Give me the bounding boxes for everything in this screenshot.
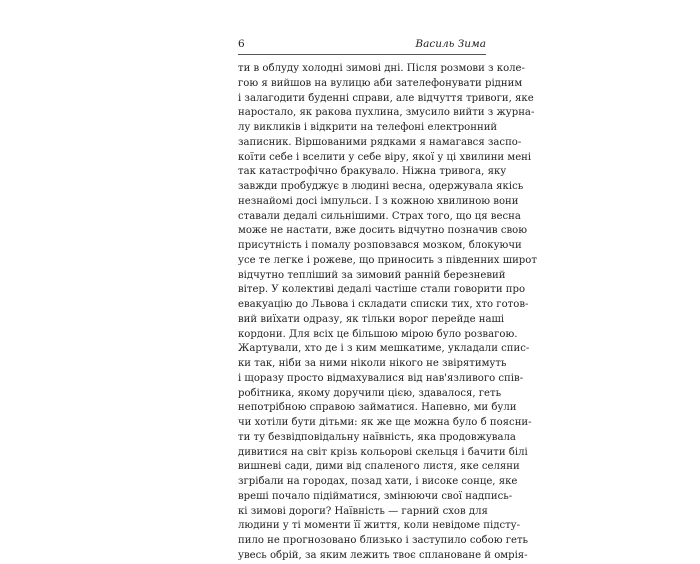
text-line: ти ту безвідповідальну наївність, яка продовжувала xyxy=(238,431,516,443)
text-line: усе те легке і рожеве, що приносить з південних широт xyxy=(238,254,537,266)
running-title-author: Василь Зима xyxy=(415,38,486,50)
text-line: пило не прогнозовано близько і заступило собою геть xyxy=(238,535,529,546)
text-line: непотрібною справою займатися. Напевно, ми були xyxy=(238,402,517,414)
text-line: лу викликів і відкрити на телефоні електронний xyxy=(238,122,498,133)
text-line: вітер. У колективі дедалі частіше стали говорити про xyxy=(238,284,526,296)
text-line: вишневі сади, дими від спаленого листя, яке селяни xyxy=(238,461,520,473)
text-line: наростало, як ракова пухлина, змусило вийти з журна- xyxy=(238,107,535,119)
text-line: незнайомі досі імпульси. І з кожною хвилиною вони xyxy=(238,195,519,207)
text-line: і залагодити буденні справи, але відчуття тривоги, яке xyxy=(238,92,534,104)
header-rule xyxy=(238,54,486,55)
page-number: 6 xyxy=(238,38,245,50)
text-line: увесь обрій, за яким лежить твоє сплановане й омрія- xyxy=(238,549,528,561)
text-line: кордони. Для всіх це більшою мірою було розвагою. xyxy=(238,328,518,340)
text-line: і щоразу просто відмахувалися від нав'язливого спів- xyxy=(238,372,524,384)
text-line: присутність і помалу розповзався мозком, блокуючи xyxy=(238,240,522,251)
body-paragraph xyxy=(238,62,537,564)
page-header xyxy=(238,38,486,54)
text-line: коїти себе і вселити у себе віру, якої у ці хвилини мені xyxy=(238,151,532,163)
text-line: кі зимові дороги? Наївність — гарний схов для xyxy=(238,505,488,517)
text-line: чи хотіли бути дітьми: як же ще можна було б поясни- xyxy=(238,417,532,428)
text-line: ки так, ніби за ними ніколи нікого не звірятимуть xyxy=(238,358,507,369)
text-line: згрібали на городах, позад хати, і високе сонце, яке xyxy=(238,476,518,487)
text-line: вреші почало підійматися, змінюючи свої надпись- xyxy=(238,490,513,502)
text-line: може не настати, вже досить відчутно позначив свою xyxy=(238,225,528,237)
text-line: завжди пробуджує в людині весна, одержувала якісь xyxy=(238,181,524,192)
text-line: так катастрофічно бракувало. Ніжна тривога, яку xyxy=(238,166,507,178)
text-line: людини у ті моменти її життя, коли невідоме підсту- xyxy=(238,520,521,532)
text-line: гою я вийшов на вулицю аби зателефонувати рідним xyxy=(238,77,523,89)
text-line: записник. Віршованими рядками я намагався заспо- xyxy=(238,136,522,148)
text-line: ставали дедалі сильнішими. Страх того, що ця весна xyxy=(238,210,521,222)
text-line: робітника, якому доручили цією, здавалося, геть xyxy=(238,387,502,399)
text-line: ти в облуду холодні зимові дні. Після розмови з коле- xyxy=(238,63,525,74)
text-line: дивитися на світ крізь кольорові скельця і бачити білі xyxy=(238,446,528,458)
text-line: вий виїхати одразу, як тільки ворог перейде наші xyxy=(238,313,505,325)
text-line: Жартували, хто де і з ким мешкатиме, укладали спис- xyxy=(238,343,530,355)
text-line: відчутно тепліший за зимовий ранній березневий xyxy=(238,269,506,281)
text-line: евакуацію до Львова і складати списки тих, хто готов- xyxy=(238,299,529,310)
